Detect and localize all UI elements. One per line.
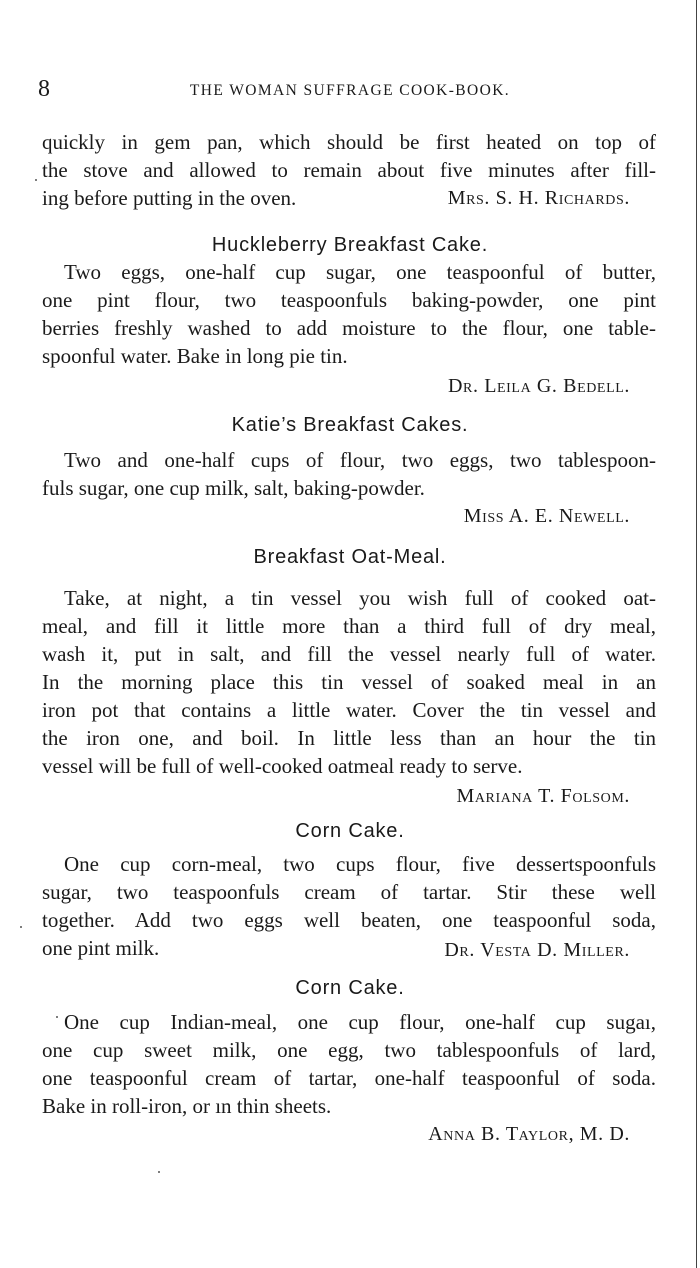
text-line: Take, at night, a tin vessel you wish full of cooked oat- <box>64 586 656 610</box>
text-line: One cup corn-meal, two cups flour, five dessertspoonfuls <box>64 852 656 876</box>
page-edge-line <box>696 0 697 1268</box>
signature: Miss A. E. Newell. <box>463 505 630 527</box>
running-title: THE WOMAN SUFFRAGE COOK-BOOK. <box>189 82 511 99</box>
text-line: the stove and allowed to remain about five minutes after fill- <box>42 158 656 182</box>
text-line: Bake in roll-iron, or ın thin sheets. <box>42 1094 332 1118</box>
speck-mark <box>158 1171 160 1173</box>
recipe-title: Corn Cake. <box>295 820 405 842</box>
text-line: together. Add two eggs well beaten, one teaspoonful soda, <box>42 908 656 932</box>
text-line: Two eggs, one-half cup sugar, one teaspoonful of butter, <box>64 260 656 284</box>
text-line: one pint milk. <box>42 936 160 960</box>
text-line: berries freshly washed to add moisture to the flour, one table- <box>42 316 656 340</box>
page-number: 8 <box>38 76 50 102</box>
text-line: the iron one, and boil. In little less than an hour the tin <box>42 726 656 750</box>
text-line: vessel will be full of well-cooked oatmeal ready to serve. <box>42 754 523 778</box>
recipe-title: Katie’s Breakfast Cakes. <box>231 414 469 436</box>
text-line: quickly in gem pan, which should be first heated on top of <box>42 130 656 154</box>
recipe-title: Huckleberry Breakfast Cake. <box>211 234 489 256</box>
text-line: ing before putting in the oven. <box>42 186 297 210</box>
text-line: One cup Indian-meal, one cup flour, one-half cup sugaı, <box>64 1010 656 1034</box>
text-line: Two and one-half cups of flour, two eggs, two tablespoon- <box>64 448 656 472</box>
text-line: wash it, put in salt, and fill the vessel nearly full of water. <box>42 642 656 666</box>
text-line: one cup sweet milk, one egg, two tablespoonfuls of lard, <box>42 1038 656 1062</box>
signature: Mariana T. Folsom. <box>456 785 630 807</box>
speck-mark <box>35 179 37 181</box>
signature: Dr. Vesta D. Miller. <box>444 939 630 961</box>
text-line: spoonful water. Bake in long pie tin. <box>42 344 348 368</box>
text-line: fuls sugar, one cup milk, salt, baking-powder. <box>42 476 425 500</box>
recipe-title: Breakfast Oat-Meal. <box>253 546 447 568</box>
signature: Mrs. S. H. Richards. <box>447 187 630 209</box>
text-line: iron pot that contains a little water. Cover the tin vessel and <box>42 698 656 722</box>
text-line: meal, and fill it little more than a third full of dry meal, <box>42 614 656 638</box>
text-line: In the morning place this tin vessel of soaked meal in an <box>42 670 656 694</box>
signature: Anna B. Taylor, M. D. <box>428 1123 630 1145</box>
text-line: one teaspoonful cream of tartar, one-half teaspoonful of soda. <box>42 1066 656 1090</box>
text-line: sugar, two teaspoonfuls cream of tartar. Stir these well <box>42 880 656 904</box>
recipe-title: Corn Cake. <box>295 977 405 999</box>
speck-mark <box>56 1016 58 1018</box>
text-line: one pint flour, two teaspoonfuls baking-powder, one pint <box>42 288 656 312</box>
signature: Dr. Leila G. Bedell. <box>448 375 630 397</box>
speck-mark <box>20 926 22 928</box>
